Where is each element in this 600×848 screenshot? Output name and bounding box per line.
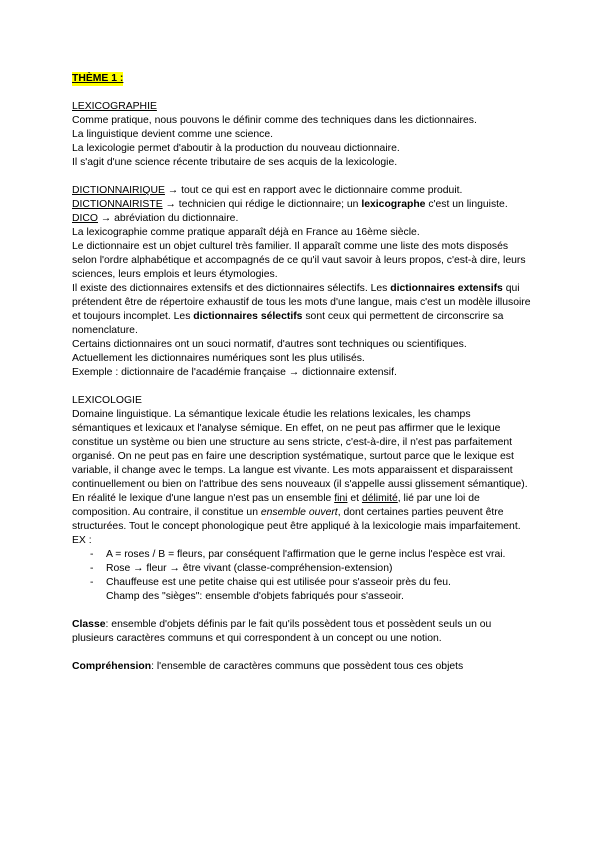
list-item: - Chauffeuse est une petite chaise qui est utilisée pour s'asseoir près du feu. — [90, 577, 451, 588]
term-dico: DICO — [72, 213, 98, 224]
paragraph: Certains dictionnaires ont un souci normatif, d'autres sont techniques ou scientifiques. — [72, 339, 467, 350]
example-list — [72, 548, 532, 590]
paragraph-line: La linguistique devient comme une science. — [72, 129, 274, 140]
term-classe: Classe — [72, 619, 106, 630]
paragraph-line: La lexicologie permet d'aboutir à la production du nouveau dictionnaire. — [72, 143, 400, 154]
definition-classe: Classe: ensemble d'objets définis par le fait qu'ils possèdent tous et possèdent seuls un ou plusieurs caractères communs et qui correspondent à un concept ou une notion. — [72, 619, 492, 644]
list-item: - Rose → fleur → être vivant (classe-compréhension-extension) — [90, 563, 393, 574]
paragraph-example: Exemple : dictionnaire de l'académie française → dictionnaire extensif. — [72, 367, 397, 378]
term-comprehension: Compréhension — [72, 661, 152, 672]
document-page — [72, 72, 532, 674]
definition-comprehension: Compréhension: l'ensemble de caractères communs que possèdent tous ces objets — [72, 661, 464, 672]
example-subline: Champ des "sièges": ensemble d'objets fabriqués pour s'asseoir. — [106, 591, 404, 602]
section-heading-lexicologie: LEXICOLOGIE — [72, 395, 142, 406]
paragraph: La lexicographie comme pratique apparaît déjà en France au 16ème siècle. — [72, 227, 420, 238]
paragraph: Actuellement les dictionnaires numériques sont les plus utilisés. — [72, 353, 365, 364]
paragraph-lexicologie: Domaine linguistique. La sémantique lexicale étudie les relations lexicales, les champs sémantiques et lexicaux et l'analyse sémique. En effet, on ne peut pas affirmer que le lexique constitue un système ou bien une structure au sens stricte, c'est-à-dire, il n'est pas parfaitement organisé. On ne peut pas en faire une description systématique, surtout parce que le lexique est variable, il change avec le temps. La langue est vivante. Les mots apparaissent et disparaissent continuellement ou bien on l'attribue des sens nouveaux (il s'appelle aussi glissement sémantique). En réalité le lexique d'une langue n'est pas un ensemble fini et délimité, lié par une loi de composition. Au contraire, il constitue un ensemble ouvert, dont certaines parties peuvent être structurées. Tout le concept phonologique peut être appliqué à la lexicologie mais imparfaitement. — [72, 409, 528, 532]
paragraph-dictionnaires-types: Il existe des dictionnaires extensifs et des dictionnaires sélectifs. Les dictionnaires extensifs qui prétendent être de répertoire exhaustif de tous les mots d'une langue, mais c'est un modèle illusoire et toujours incomplet. Les dictionnaires sélectifs sont ceux qui permettent de circonscrire sa nomenclature. — [72, 283, 531, 336]
example-label: EX : — [72, 535, 92, 546]
term-dictionnairique: DICTIONNAIRIQUE — [72, 185, 165, 196]
list-item: - A = roses / B = fleurs, par conséquent l'affirmation que le gerne inclus l'espèce est vrai. — [90, 549, 506, 560]
paragraph-line: Comme pratique, nous pouvons le définir comme des techniques dans les dictionnaires. — [72, 115, 477, 126]
paragraph-line: Il s'agit d'une science récente tributaire de ses acquis de la lexicologie. — [72, 157, 398, 168]
section-heading-lexicographie: LEXICOGRAPHIE — [72, 101, 157, 112]
definition-dico: DICO → abréviation du dictionnaire. — [72, 213, 239, 224]
definition-dictionnairiste: DICTIONNAIRISTE → technicien qui rédige le dictionnaire; un lexicographe c'est un linguiste. — [72, 199, 508, 210]
paragraph: Le dictionnaire est un objet culturel très familier. Il apparaît comme une liste des mots disposés selon l'ordre alphabétique et accompagnés de ce qu'il vaut savoir à leurs propos, c'est-à dire, leurs sciences, leurs emplois et leurs étymologies. — [72, 241, 526, 280]
term-dictionnairiste: DICTIONNAIRISTE — [72, 199, 163, 210]
theme-title: THÈME 1 : — [72, 73, 124, 84]
definition-dictionnairique: DICTIONNAIRIQUE → tout ce qui est en rapport avec le dictionnaire comme produit. — [72, 185, 463, 196]
